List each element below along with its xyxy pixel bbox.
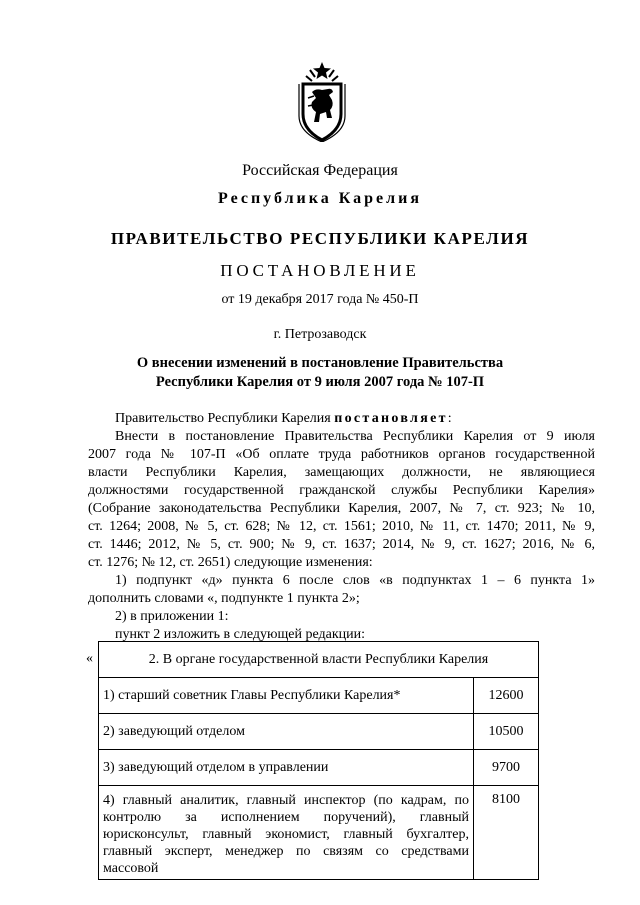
salary-cell: 12600 <box>474 678 539 714</box>
paragraph-1-line: 2007 года № 107-П «Об оплате труда работников органов государственной <box>88 447 595 462</box>
paragraph-4: пункт 2 изложить в следующей редакции: <box>115 627 365 642</box>
document-subject-line-1: О внесении изменений в постановление Правительства <box>136 355 504 371</box>
position-cell: 2) заведующий отделом <box>99 714 474 750</box>
position-cell: 3) заведующий отделом в управлении <box>99 750 474 786</box>
table-row <box>99 678 539 714</box>
paragraph-1-line: Внести в постановление Правительства Республики Карелия от 9 июля <box>115 429 595 444</box>
republic-name: Республика Карелия <box>218 190 422 207</box>
salary-cell: 10500 <box>474 714 539 750</box>
paragraph-1-line: ст. 1264; 2008, № 5, ст. 628; № 12, ст. 1561; 2010, № 11, ст. 1470; 2011, № 9, <box>88 519 595 534</box>
position-cell: 4) главный аналитик, главный инспектор (по кадрам, по контролю за исполнением поручений), главный юрисконсульт, главный экономист, главный бухгалтер, главный эксперт, менеджер по связям со средствами массовой <box>99 786 474 880</box>
table-header-cell: 2. В органе государственной власти Республики Карелия <box>99 642 539 678</box>
paragraph-1-line: ст. 1276; № 12, ст. 2651) следующие изменения: <box>88 555 373 570</box>
paragraph-2-line: дополнить словами «, подпункте 1 пункта 2»; <box>88 591 360 606</box>
paragraph-1-line: должностями государственной гражданской службы Республики Карелия» <box>88 483 595 498</box>
paragraph-3: 2) в приложении 1: <box>115 609 229 624</box>
salary-cell: 9700 <box>474 750 539 786</box>
karelia-coat-of-arms-icon <box>298 62 346 142</box>
document-date: от 19 декабря 2017 года № 450-П <box>221 292 419 307</box>
paragraph-1-line: власти Республики Карелия, замещающих должности, не являющиеся <box>88 465 595 480</box>
salary-table <box>98 641 539 880</box>
table-row <box>99 786 539 880</box>
document-city: г. Петрозаводск <box>273 327 367 342</box>
position-cell: 1) старший советник Главы Республики Карелия* <box>99 678 474 714</box>
opening-quote-mark: « <box>86 651 93 666</box>
government-name: ПРАВИТЕЛЬСТВО РЕСПУБЛИКИ КАРЕЛИЯ <box>110 229 530 248</box>
paragraph-1-line: ст. 1446; 2012, № 5, ст. 900; № 9, ст. 1637; 2014, № 9, ст. 1627; 2016, № 6, <box>88 537 595 552</box>
intro-prefix: Правительство Республики Карелия <box>115 411 335 426</box>
paragraph-1-line: (Собрание законодательства Республики Карелия, 2007, № 7, ст. 923; № 10, <box>88 501 595 516</box>
paragraph-2-line: 1) подпункт «д» пункта 6 после слов «в подпунктах 1 – 6 пункта 1» <box>115 573 595 588</box>
salary-cell: 8100 <box>474 786 539 880</box>
intro-spaced-word: постановляет <box>334 411 448 426</box>
document-subject-line-2: Республики Карелия от 9 июля 2007 года № 107-П <box>155 374 485 390</box>
table-header-row <box>99 642 539 678</box>
country-name: Российская Федерация <box>242 162 398 179</box>
intro-line <box>115 410 452 427</box>
intro-suffix: : <box>447 411 452 426</box>
document-type: ПОСТАНОВЛЕНИЕ <box>220 261 420 280</box>
table-row <box>99 750 539 786</box>
table-row <box>99 714 539 750</box>
